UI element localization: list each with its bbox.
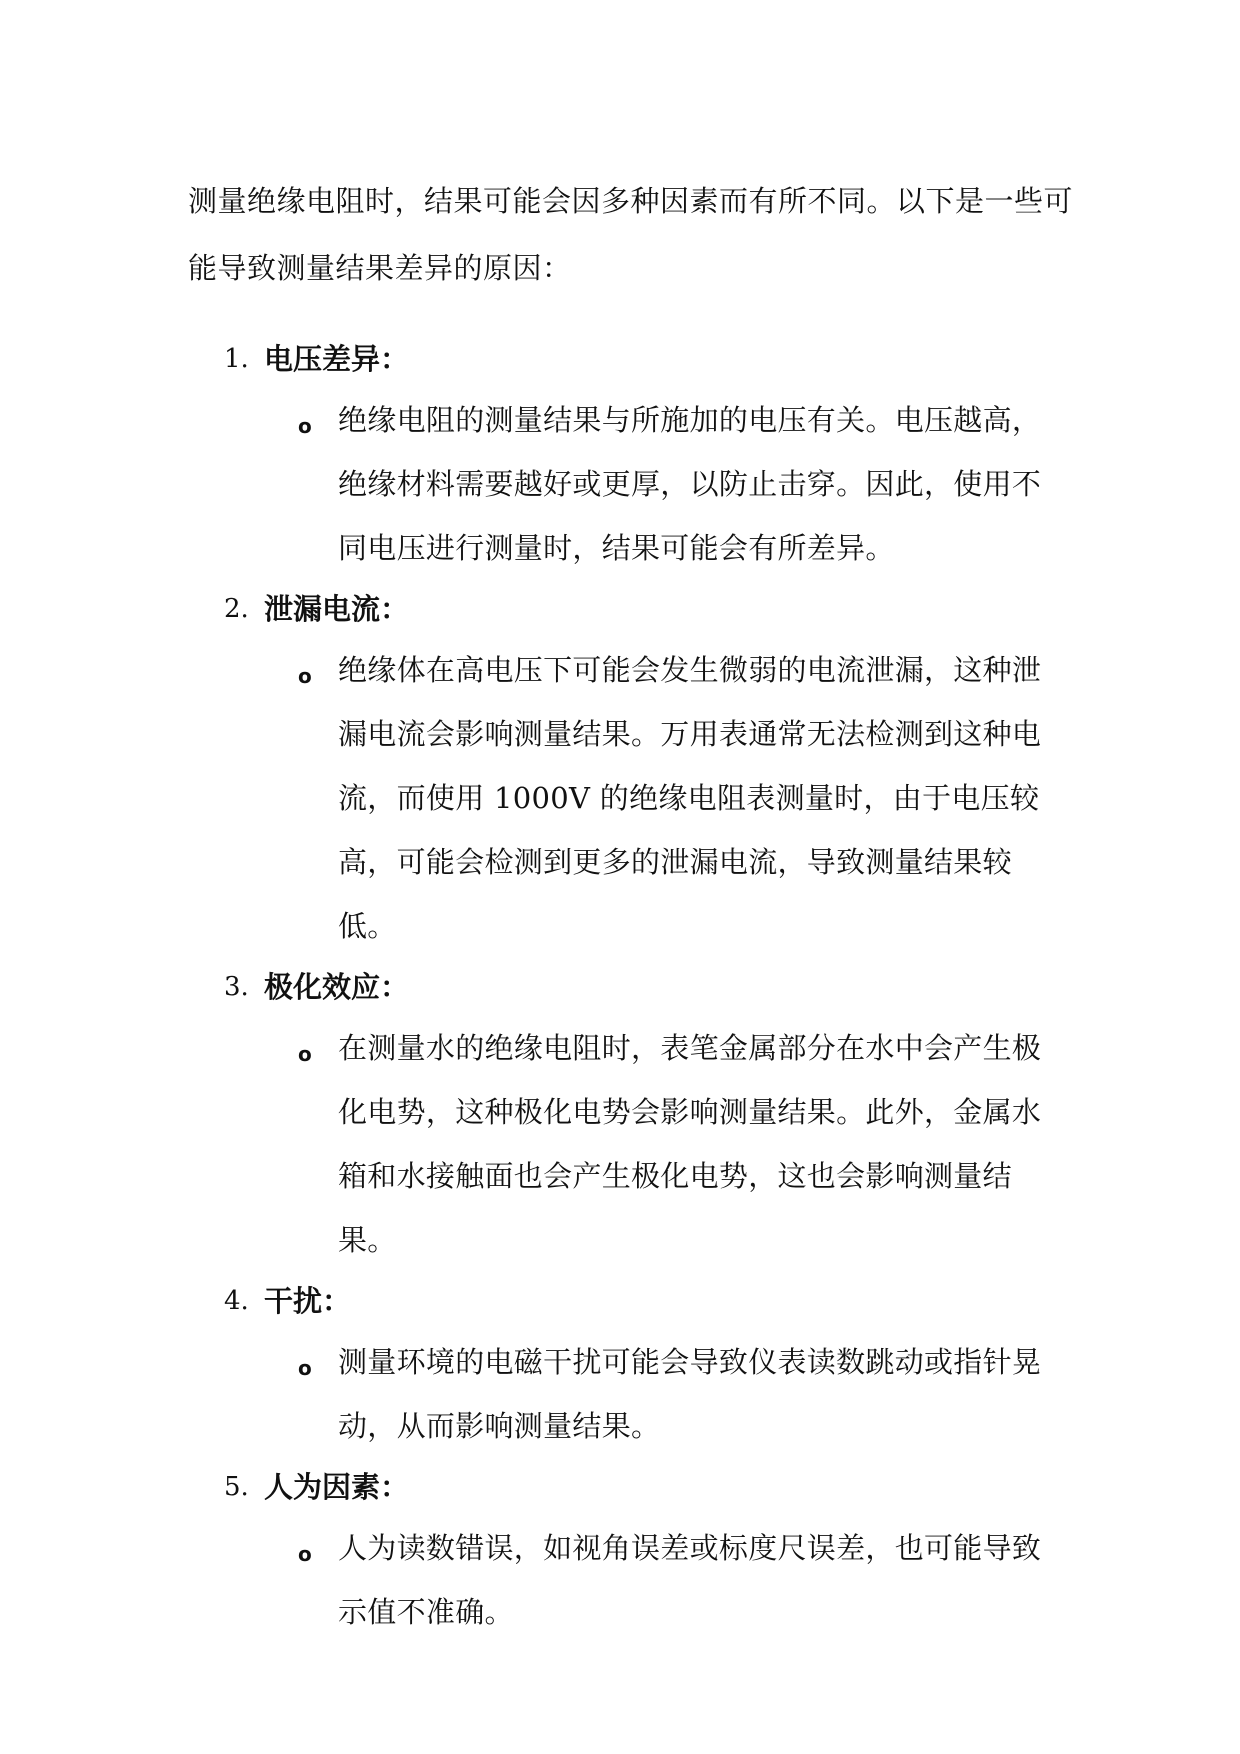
- bullet-icon: o: [298, 1542, 312, 1566]
- list-item: [0, 1272, 1240, 1458]
- list-item: [0, 330, 1240, 580]
- item-number: 5.: [224, 1472, 249, 1502]
- sub-item: [0, 1016, 1240, 1272]
- sub-item: [0, 638, 1240, 958]
- item-title: 泄漏电流：: [264, 592, 410, 626]
- list-item: [0, 958, 1240, 1272]
- item-heading: [0, 958, 1240, 1016]
- item-title: 极化效应：: [264, 970, 410, 1004]
- bullet-icon: o: [298, 414, 312, 438]
- sub-item: [0, 1330, 1240, 1458]
- item-number: 1.: [224, 344, 249, 374]
- item-title: 电压差异：: [264, 342, 410, 376]
- item-heading: [0, 330, 1240, 388]
- bullet-icon: o: [298, 1356, 312, 1380]
- sub-item: [0, 1516, 1240, 1644]
- item-heading: [0, 580, 1240, 638]
- intro-paragraph: 测量绝缘电阻时，结果可能会因多种因素而有所不同。以下是一些可能导致测量结果差异的原因：: [188, 184, 1074, 285]
- item-number: 3.: [224, 972, 249, 1002]
- item-number: 2.: [224, 594, 249, 624]
- bullet-icon: o: [298, 664, 312, 688]
- sub-item-text: 绝缘体在高电压下可能会发生微弱的电流泄漏，这种泄漏电流会影响测量结果。万用表通常无法检测到这种电流，而使用 1000V 的绝缘电阻表测量时，由于电压较高，可能会检测到更多的泄漏电流，导致测量结果较低。: [338, 653, 1042, 943]
- sub-item-text: 测量环境的电磁干扰可能会导致仪表读数跳动或指针晃动，从而影响测量结果。: [338, 1345, 1042, 1443]
- list-item: [0, 580, 1240, 958]
- item-title: 人为因素：: [264, 1470, 410, 1504]
- item-heading: [0, 1272, 1240, 1330]
- sub-item-text: 人为读数错误，如视角误差或标度尺误差，也可能导致示值不准确。: [338, 1531, 1042, 1629]
- sub-item-text: 绝缘电阻的测量结果与所施加的电压有关。电压越高，绝缘材料需要越好或更厚，以防止击穿。因此，使用不同电压进行测量时，结果可能会有所差异。: [338, 403, 1042, 565]
- item-title: 干扰：: [264, 1284, 352, 1318]
- list-item: [0, 1458, 1240, 1644]
- sub-item: [0, 388, 1240, 580]
- bullet-icon: o: [298, 1042, 312, 1066]
- sub-item-text: 在测量水的绝缘电阻时，表笔金属部分在水中会产生极化电势，这种极化电势会影响测量结果。此外，金属水箱和水接触面也会产生极化电势，这也会影响测量结果。: [338, 1031, 1042, 1257]
- item-heading: [0, 1458, 1240, 1516]
- item-number: 4.: [224, 1286, 249, 1316]
- cause-list: [0, 330, 1240, 1644]
